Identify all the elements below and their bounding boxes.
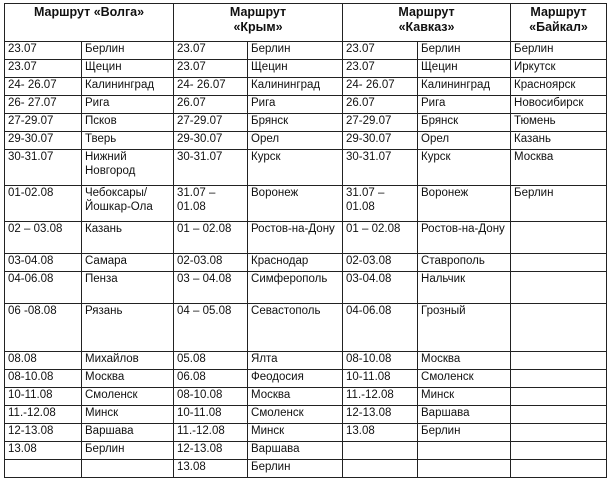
cell-volga-date: 01-02.08 (5, 186, 82, 222)
cell-volga-city (82, 460, 174, 478)
cell-kavkaz-date: 02-03.08 (343, 254, 418, 272)
table-row (5, 352, 607, 370)
cell-krym-city: Калининград (248, 78, 343, 96)
table-row (5, 460, 607, 478)
cell-volga-city: Минск (82, 406, 174, 424)
cell-volga-date: 06 -08.08 (5, 304, 82, 352)
cell-krym-date: 24- 26.07 (174, 78, 248, 96)
cell-volga-city: Берлин (82, 42, 174, 60)
cell-krym-date: 05.08 (174, 352, 248, 370)
header-krym-text: Маршрут «Крым» (229, 5, 287, 34)
cell-krym-date: 08-10.08 (174, 388, 248, 406)
cell-krym-date: 31.07 – 01.08 (174, 186, 248, 222)
cell-baikal-city: Красноярск (511, 78, 607, 96)
cell-volga-date: 24- 26.07 (5, 78, 82, 96)
cell-kavkaz-city: Грозный (418, 304, 511, 352)
cell-krym-city: Феодосия (248, 370, 343, 388)
table-row (5, 442, 607, 460)
cell-volga-date: 11.-12.08 (5, 406, 82, 424)
cell-krym-date: 01 – 02.08 (174, 222, 248, 254)
cell-kavkaz-city: Берлин (418, 424, 511, 442)
cell-krym-city: Смоленск (248, 406, 343, 424)
table-row (5, 272, 607, 304)
cell-kavkaz-city (418, 442, 511, 460)
cell-krym-date: 12-13.08 (174, 442, 248, 460)
cell-volga-city: Пенза (82, 272, 174, 304)
cell-krym-date: 02-03.08 (174, 254, 248, 272)
cell-krym-city: Симферополь (248, 272, 343, 304)
cell-volga-date (5, 460, 82, 478)
cell-baikal-city (511, 272, 607, 304)
cell-volga-city: Смоленск (82, 388, 174, 406)
cell-baikal-city: Казань (511, 132, 607, 150)
cell-volga-city: Нижний Новгород (82, 150, 174, 186)
cell-baikal-city: Новосибирск (511, 96, 607, 114)
cell-volga-date: 29-30.07 (5, 132, 82, 150)
cell-baikal-city: Берлин (511, 42, 607, 60)
cell-krym-date: 10-11.08 (174, 406, 248, 424)
cell-krym-date: 11.-12.08 (174, 424, 248, 442)
cell-kavkaz-date: 10-11.08 (343, 370, 418, 388)
cell-kavkaz-city: Варшава (418, 406, 511, 424)
table-row (5, 424, 607, 442)
cell-baikal-city: Берлин (511, 186, 607, 222)
cell-volga-date: 03-04.08 (5, 254, 82, 272)
cell-krym-city: Рига (248, 96, 343, 114)
cell-kavkaz-city: Калининград (418, 78, 511, 96)
cell-volga-city: Берлин (82, 442, 174, 460)
header-kavkaz-text: Маршрут «Кавказ» (398, 5, 455, 34)
cell-baikal-city (511, 370, 607, 388)
table-row (5, 388, 607, 406)
cell-krym-date: 29-30.07 (174, 132, 248, 150)
cell-kavkaz-city: Берлин (418, 42, 511, 60)
cell-volga-city: Щецин (82, 60, 174, 78)
cell-krym-date: 04 – 05.08 (174, 304, 248, 352)
cell-volga-city: Тверь (82, 132, 174, 150)
cell-volga-date: 04-06.08 (5, 272, 82, 304)
routes-table (4, 3, 607, 478)
cell-krym-city: Воронеж (248, 186, 343, 222)
cell-krym-date: 23.07 (174, 60, 248, 78)
cell-baikal-city (511, 254, 607, 272)
cell-kavkaz-date: 23.07 (343, 42, 418, 60)
cell-kavkaz-date: 30-31.07 (343, 150, 418, 186)
cell-krym-city: Брянск (248, 114, 343, 132)
cell-baikal-city (511, 460, 607, 478)
table-row (5, 254, 607, 272)
cell-krym-city: Ростов-на-Дону (248, 222, 343, 254)
cell-baikal-city (511, 352, 607, 370)
cell-krym-date: 13.08 (174, 460, 248, 478)
header-volga: Маршрут «Волга» (5, 4, 174, 42)
cell-kavkaz-city: Смоленск (418, 370, 511, 388)
cell-kavkaz-date: 23.07 (343, 60, 418, 78)
cell-volga-date: 08.08 (5, 352, 82, 370)
cell-kavkaz-date: 24- 26.07 (343, 78, 418, 96)
cell-volga-city: Михайлов (82, 352, 174, 370)
cell-kavkaz-date: 11.-12.08 (343, 388, 418, 406)
cell-krym-city: Москва (248, 388, 343, 406)
table-row (5, 78, 607, 96)
header-baikal (511, 4, 607, 42)
table-row (5, 406, 607, 424)
table-row (5, 132, 607, 150)
cell-kavkaz-date: 01 – 02.08 (343, 222, 418, 254)
cell-kavkaz-date: 27-29.07 (343, 114, 418, 132)
cell-volga-date: 27-29.07 (5, 114, 82, 132)
cell-krym-city: Курск (248, 150, 343, 186)
cell-volga-date: 26- 27.07 (5, 96, 82, 114)
table-row (5, 60, 607, 78)
cell-kavkaz-date (343, 442, 418, 460)
cell-kavkaz-city (418, 460, 511, 478)
cell-baikal-city (511, 424, 607, 442)
cell-volga-date: 08-10.08 (5, 370, 82, 388)
table-row (5, 186, 607, 222)
cell-volga-date: 10-11.08 (5, 388, 82, 406)
cell-volga-date: 02 – 03.08 (5, 222, 82, 254)
cell-baikal-city (511, 388, 607, 406)
cell-volga-city: Самара (82, 254, 174, 272)
cell-krym-date: 06.08 (174, 370, 248, 388)
table-row (5, 150, 607, 186)
cell-krym-city: Берлин (248, 460, 343, 478)
cell-volga-city: Казань (82, 222, 174, 254)
cell-kavkaz-city: Ставрополь (418, 254, 511, 272)
cell-krym-city: Варшава (248, 442, 343, 460)
cell-kavkaz-city: Минск (418, 388, 511, 406)
cell-krym-city: Берлин (248, 42, 343, 60)
cell-kavkaz-date (343, 460, 418, 478)
cell-krym-date: 30-31.07 (174, 150, 248, 186)
header-row (5, 4, 607, 42)
cell-krym-city: Севастополь (248, 304, 343, 352)
table-row (5, 370, 607, 388)
cell-volga-date: 23.07 (5, 60, 82, 78)
cell-volga-city: Калининград (82, 78, 174, 96)
cell-kavkaz-city: Брянск (418, 114, 511, 132)
header-krym (174, 4, 343, 42)
table-row (5, 96, 607, 114)
cell-baikal-city (511, 222, 607, 254)
cell-volga-date: 30-31.07 (5, 150, 82, 186)
cell-krym-city: Щецин (248, 60, 343, 78)
cell-baikal-city (511, 406, 607, 424)
cell-kavkaz-city: Воронеж (418, 186, 511, 222)
cell-krym-date: 27-29.07 (174, 114, 248, 132)
cell-volga-date: 12-13.08 (5, 424, 82, 442)
cell-baikal-city (511, 442, 607, 460)
cell-volga-city: Псков (82, 114, 174, 132)
cell-kavkaz-date: 08-10.08 (343, 352, 418, 370)
cell-baikal-city: Тюмень (511, 114, 607, 132)
cell-volga-date: 13.08 (5, 442, 82, 460)
cell-volga-date: 23.07 (5, 42, 82, 60)
cell-baikal-city (511, 304, 607, 352)
cell-kavkaz-city: Ростов-на-Дону (418, 222, 511, 254)
table-row (5, 304, 607, 352)
table-row (5, 222, 607, 254)
cell-kavkaz-city: Орел (418, 132, 511, 150)
cell-krym-date: 03 – 04.08 (174, 272, 248, 304)
cell-volga-city: Рязань (82, 304, 174, 352)
cell-krym-city: Краснодар (248, 254, 343, 272)
cell-kavkaz-city: Курск (418, 150, 511, 186)
cell-krym-date: 23.07 (174, 42, 248, 60)
cell-volga-city: Москва (82, 370, 174, 388)
cell-kavkaz-city: Нальчик (418, 272, 511, 304)
cell-krym-city: Ялта (248, 352, 343, 370)
cell-kavkaz-date: 13.08 (343, 424, 418, 442)
cell-krym-city: Орел (248, 132, 343, 150)
header-kavkaz (343, 4, 511, 42)
cell-krym-date: 26.07 (174, 96, 248, 114)
cell-kavkaz-date: 31.07 – 01.08 (343, 186, 418, 222)
cell-kavkaz-city: Рига (418, 96, 511, 114)
cell-baikal-city: Москва (511, 150, 607, 186)
header-baikal-text: Маршрут «Байкал» (529, 5, 588, 34)
cell-kavkaz-date: 29-30.07 (343, 132, 418, 150)
cell-kavkaz-city: Москва (418, 352, 511, 370)
cell-kavkaz-date: 26.07 (343, 96, 418, 114)
cell-volga-city: Варшава (82, 424, 174, 442)
cell-kavkaz-date: 12-13.08 (343, 406, 418, 424)
cell-kavkaz-city: Щецин (418, 60, 511, 78)
cell-volga-city: Чебоксары/ Йошкар-Ола (82, 186, 174, 222)
table-row (5, 114, 607, 132)
table-row (5, 42, 607, 60)
cell-krym-city: Минск (248, 424, 343, 442)
cell-kavkaz-date: 03-04.08 (343, 272, 418, 304)
cell-baikal-city: Иркутск (511, 60, 607, 78)
cell-volga-city: Рига (82, 96, 174, 114)
cell-kavkaz-date: 04-06.08 (343, 304, 418, 352)
